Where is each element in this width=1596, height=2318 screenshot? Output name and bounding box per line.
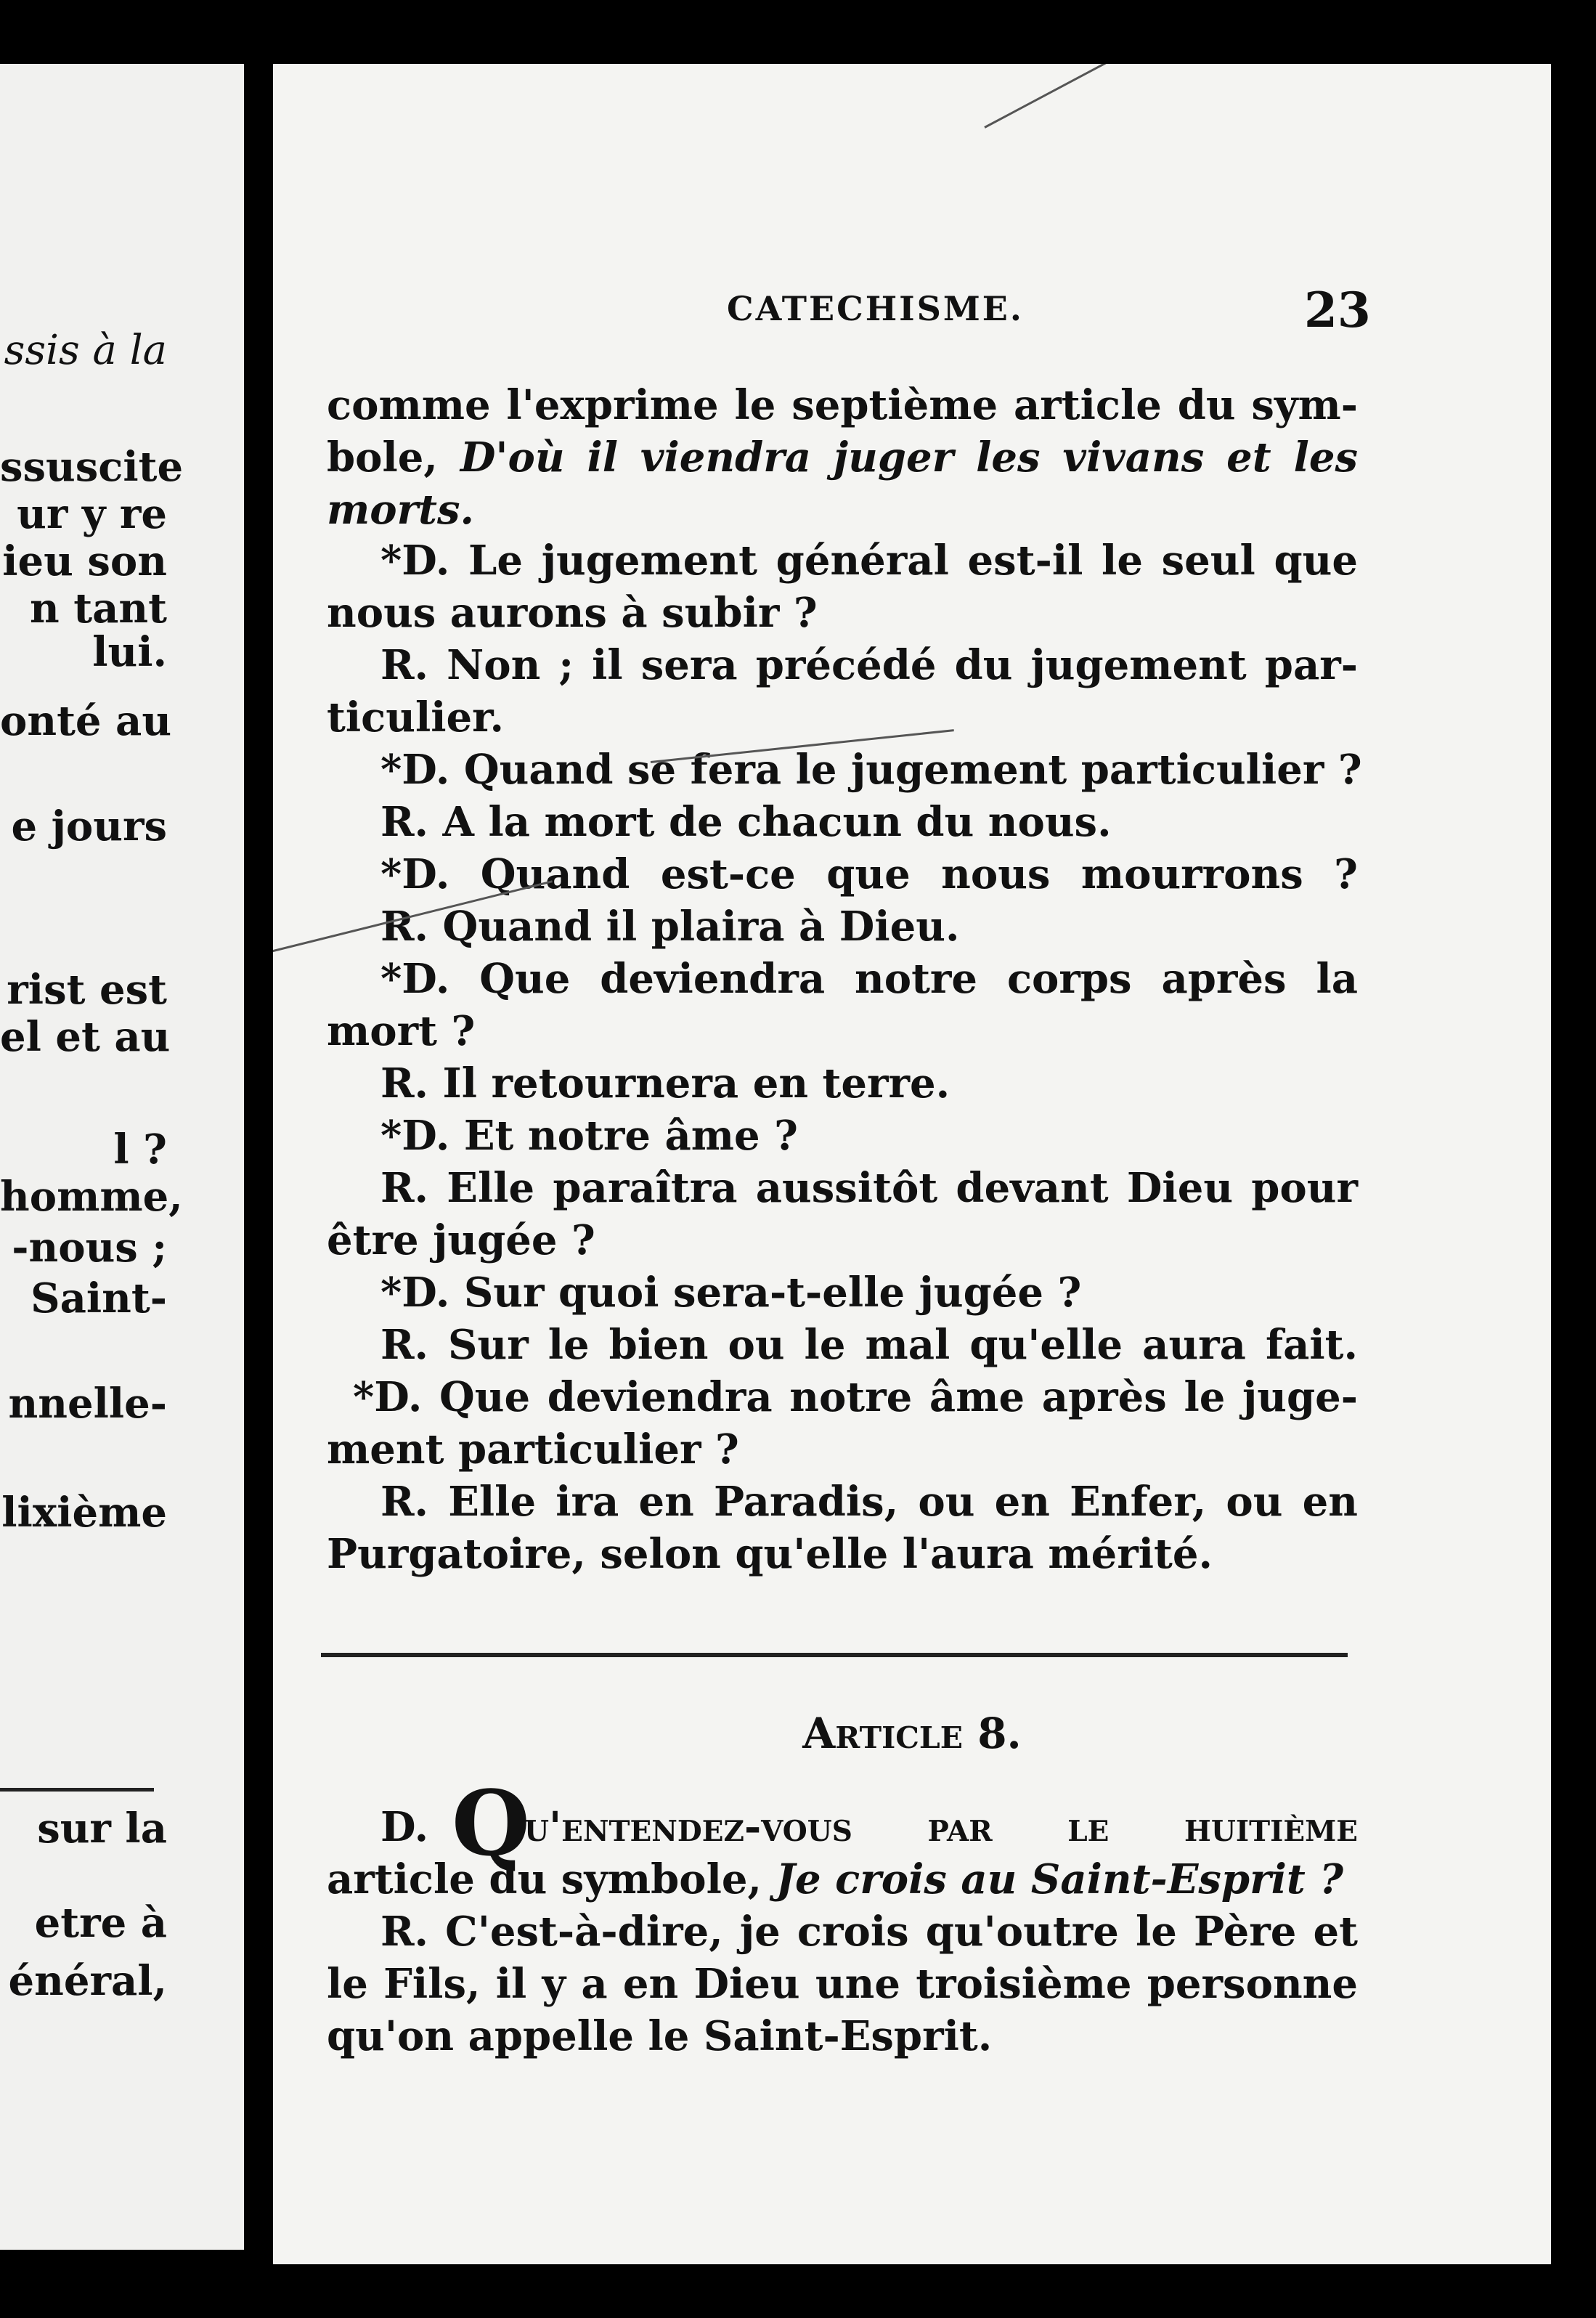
text-line: morts. <box>327 486 474 534</box>
text-line: ticulier. <box>327 694 504 741</box>
section-divider <box>321 1653 1348 1657</box>
text-line: comme l'exprime le septième article du sym- <box>327 381 1358 429</box>
text-line: Purgatoire, selon qu'elle l'aura mérité. <box>327 1530 1213 1578</box>
left-page-fragment-line: ssis à la <box>4 327 167 374</box>
question-marker: D. <box>380 1803 429 1851</box>
text-line: mort ? <box>327 1007 476 1055</box>
text-line <box>327 434 1358 481</box>
quotation-italic: D'où il viendra juger les vivans et les <box>460 434 1358 481</box>
left-page-fragment-line: el et au <box>0 1013 171 1061</box>
left-page-fragment-line: lixième <box>1 1489 167 1537</box>
left-page-fragment-line: -nous ; <box>12 1224 167 1272</box>
quotation-italic: Je crois au Saint-Esprit ? <box>775 1855 1344 1903</box>
left-page-fragment-line: onté au <box>0 697 172 745</box>
answer-line: R. Elle paraîtra aussitôt devant Dieu pour <box>380 1164 1358 1212</box>
drop-cap: Q <box>452 1771 531 1876</box>
scan-scratch <box>984 64 1126 129</box>
left-page-fragment-line: énéral, <box>8 1957 167 2005</box>
left-page-fragment-line: n tant <box>30 585 167 633</box>
left-page-fragment-line: sur la <box>37 1805 167 1853</box>
answer-line: R. Non ; il sera précédé du jugement par- <box>380 641 1358 689</box>
running-title: CATECHISME. <box>727 289 1024 328</box>
text-span: article du symbole, <box>327 1855 776 1903</box>
answer-line: R. Elle ira en Paradis, ou en Enfer, ou en <box>380 1478 1358 1526</box>
text-line: qu'on appelle le Saint-Esprit. <box>327 2012 993 2060</box>
answer-line: R. Sur le bien ou le mal qu'elle aura fait. <box>380 1321 1358 1369</box>
question-line: *D. Et notre âme ? <box>380 1112 798 1160</box>
left-page-rule <box>0 1788 154 1792</box>
left-page-fragment-line: homme, <box>0 1173 183 1221</box>
question-line: *D. Sur quoi sera-t-elle jugée ? <box>380 1269 1082 1317</box>
question-line: *D. Quand est-ce que nous mourrons ? <box>380 850 1358 898</box>
question-line: *D. Quand se fera le jugement particulier ? <box>380 746 1362 794</box>
page-header <box>273 282 1551 347</box>
left-page-fragment-line: lui. <box>92 628 167 676</box>
question-line: *D. Le jugement général est-il le seul que <box>380 537 1358 585</box>
left-page-fragment-line: Saint- <box>30 1274 167 1322</box>
left-page-fragment-line: e jours <box>11 802 167 850</box>
left-page-fragment-line: nnelle- <box>8 1380 167 1428</box>
question-line: u'entendez-vous par le huitième <box>524 1803 1358 1851</box>
right-page <box>273 64 1551 2264</box>
question-line: *D. Que deviendra notre âme après le juge- <box>353 1373 1358 1421</box>
answer-line: R. Quand il plaira à Dieu. <box>380 903 960 951</box>
answer-line: R. C'est-à-dire, je crois qu'outre le Père et <box>380 1908 1358 1956</box>
text-line <box>327 1855 1358 1903</box>
left-page-fragment-line: ssuscite <box>0 443 184 491</box>
text-line: nous aurons à subir ? <box>327 589 818 637</box>
text-line: être jugée ? <box>327 1216 595 1264</box>
left-page-fragment-line: ur y re <box>17 490 167 538</box>
left-page-fragment-line: rist est <box>7 966 167 1014</box>
left-page-fragment-line: etre à <box>34 1899 167 1947</box>
text-line: ment particulier ? <box>327 1426 739 1473</box>
left-page-fragment <box>0 64 244 2250</box>
answer-line: R. A la mort de chacun du nous. <box>380 798 1112 846</box>
page-number: 23 <box>1304 282 1371 338</box>
left-page-fragment-line: l ? <box>113 1126 167 1174</box>
text-span: bole, <box>327 434 460 481</box>
article-heading: Article 8. <box>802 1709 1022 1758</box>
text-line: le Fils, il y a en Dieu une troisième personne <box>327 1960 1358 2008</box>
answer-line: R. Il retournera en terre. <box>380 1060 950 1107</box>
book-gutter <box>244 0 273 2318</box>
question-line: *D. Que deviendra notre corps après la <box>380 955 1358 1003</box>
left-page-fragment-line: ieu son <box>2 537 167 585</box>
